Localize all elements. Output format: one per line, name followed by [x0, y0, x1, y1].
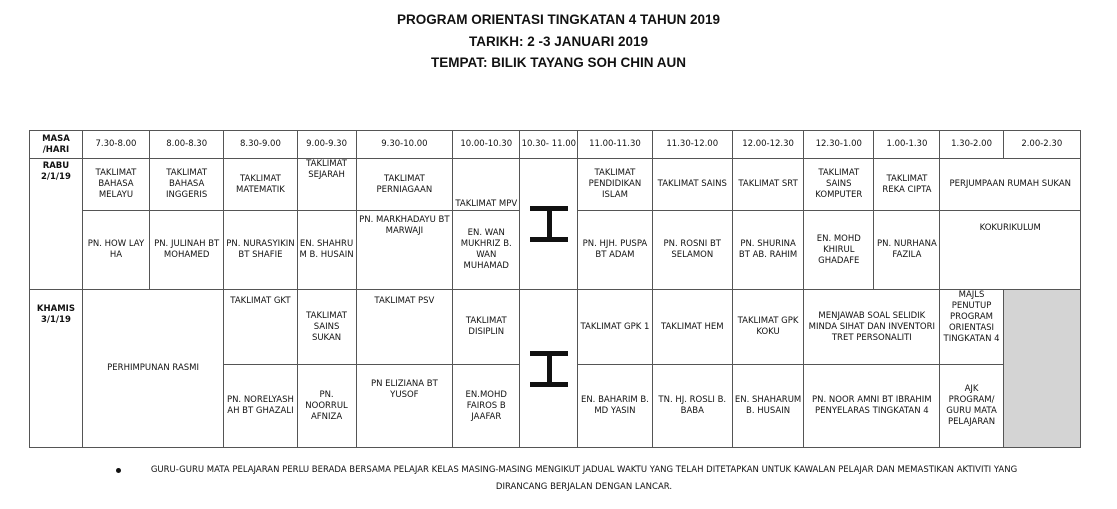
- speaker-cell: PN. NOOR AMNI BT IBRAHIM PENYELARAS TINGKATAN 4: [804, 365, 940, 448]
- header-cell: 12.00-12.30: [732, 131, 803, 159]
- speaker-cell: PN. NURASYIKIN BT SHAFIE: [224, 211, 297, 290]
- header-cell: 9.30-10.00: [356, 131, 453, 159]
- break-cell-rabu: [520, 159, 578, 290]
- session-cell: TAKLIMAT MATEMATIK: [224, 159, 297, 211]
- session-cell: TAKLIMAT PSV: [356, 290, 453, 365]
- session-cell: TAKLIMAT SAINS KOMPUTER: [804, 159, 874, 211]
- speaker-cell: EN. BAHARIM B. MD YASIN: [578, 365, 652, 448]
- speaker-cell: EN. SHAHARUM B. HUSAIN: [732, 365, 803, 448]
- session-cell: TAKLIMAT GKT: [224, 290, 297, 365]
- header-cell: MASA /HARI: [30, 131, 83, 159]
- rabu-session-row: [30, 159, 1081, 211]
- session-cell: TAKLIMAT GPK 1: [578, 290, 652, 365]
- speaker-cell: PN. NURHANA FAZILA: [874, 211, 940, 290]
- session-cell: TAKLIMAT PERNIAGAAN: [356, 159, 453, 211]
- speaker-cell: EN. WAN MUKHRIZ B. WAN MUHAMAD: [453, 211, 520, 290]
- speaker-cell: PN. ROSNI BT SELAMON: [652, 211, 732, 290]
- speaker-cell: AJK PROGRAM/ GURU MATA PELAJARAN: [940, 365, 1003, 448]
- break-marker-icon: [530, 206, 568, 242]
- session-cell: TAKLIMAT SAINS: [652, 159, 732, 211]
- speaker-cell: EN. SHAHRU M B. HUSAIN: [297, 211, 356, 290]
- venue-line: TEMPAT: BILIK TAYANG SOH CHIN AUN: [430, 55, 686, 70]
- date-line: TARIKH: 2 -3 JANUARI 2019: [468, 34, 649, 49]
- session-cell: TAKLIMAT BAHASA INGGERIS: [150, 159, 224, 211]
- speaker-cell: PN. NORELYASH AH BT GHAZALI: [224, 365, 297, 448]
- khamis-session-row: [30, 290, 1081, 365]
- assembly-cell: PERHIMPUNAN RASMI: [82, 290, 223, 448]
- footnote-text: GURU-GURU MATA PELAJARAN PERLU BERADA BERSAMA PELAJAR KELAS MASING-MASING MENGIKUT JADUAL WAKTU YANG TELAH DITETAPKAN UNTUK KAWALAN PELAJAR DAN MEMASTIKAN AKTIVITI YANG DIRANCANG BERJALAN DENGAN LANCAR.: [150, 465, 1018, 492]
- session-cell: TAKLIMAT GPK KOKU: [732, 290, 803, 365]
- empty-grey-cell: [1003, 290, 1080, 448]
- header-cell: 10.30- 11.00: [520, 131, 578, 159]
- break-cell-khamis: [520, 290, 578, 448]
- speaker-cell: KOKURIKULUM: [940, 211, 1081, 290]
- speaker-cell: EN.MOHD FAIROS B JAAFAR: [453, 365, 520, 448]
- header-cell: 12.30-1.00: [804, 131, 874, 159]
- session-cell: TAKLIMAT REKA CIPTA: [874, 159, 940, 211]
- speaker-cell: PN. NOORRUL AFNIZA: [297, 365, 356, 448]
- session-cell: TAKLIMAT MPV: [453, 159, 520, 211]
- schedule-table: [29, 130, 1081, 448]
- speaker-cell: PN. JULINAH BT MOHAMED: [150, 211, 224, 290]
- session-cell: TAKLIMAT DISIPLIN: [453, 290, 520, 365]
- header-cell: 10.00-10.30: [453, 131, 520, 159]
- header-cell: 9.00-9.30: [297, 131, 356, 159]
- session-cell: MENJAWAB SOAL SELIDIK MINDA SIHAT DAN INVENTORI TRET PERSONALITI: [804, 290, 940, 365]
- break-marker-icon: [530, 351, 568, 387]
- header-cell: 8.30-9.00: [224, 131, 297, 159]
- day-label-khamis: KHAMIS 3/1/19: [30, 290, 83, 448]
- speaker-cell: PN. HJH. PUSPA BT ADAM: [578, 211, 652, 290]
- footnote: [116, 462, 1026, 496]
- page-title: PROGRAM ORIENTASI TINGKATAN 4 TAHUN 2019: [396, 12, 721, 27]
- session-cell: TAKLIMAT SEJARAH: [297, 159, 356, 211]
- speaker-cell: PN. HOW LAY HA: [82, 211, 149, 290]
- speaker-cell: TN. HJ. ROSLI B. BABA: [652, 365, 732, 448]
- header-cell: 1.00-1.30: [874, 131, 940, 159]
- session-cell: TAKLIMAT PENDIDIKAN ISLAM: [578, 159, 652, 211]
- day-label-rabu: RABU 2/1/19: [30, 159, 83, 290]
- speaker-cell: PN ELIZIANA BT YUSOF: [356, 365, 453, 448]
- session-cell: TAKLIMAT SAINS SUKAN: [297, 290, 356, 365]
- speaker-cell: PN. MARKHADAYU BT MARWAJI: [356, 211, 453, 290]
- header-cell: 1.30-2.00: [940, 131, 1003, 159]
- speaker-cell: EN. MOHD KHIRUL GHADAFE: [804, 211, 874, 290]
- session-cell: TAKLIMAT SRT: [732, 159, 803, 211]
- bullet-icon: [116, 468, 121, 473]
- header-cell: 11.00-11.30: [578, 131, 652, 159]
- header-cell: 11.30-12.00: [652, 131, 732, 159]
- header-cell: 2.00-2.30: [1003, 131, 1080, 159]
- header-row: [30, 131, 1081, 159]
- header-cell: 8.00-8.30: [150, 131, 224, 159]
- session-cell: PERJUMPAAN RUMAH SUKAN: [940, 159, 1081, 211]
- session-cell: TAKLIMAT BAHASA MELAYU: [82, 159, 149, 211]
- session-cell: TAKLIMAT HEM: [652, 290, 732, 365]
- header-cell: 7.30-8.00: [82, 131, 149, 159]
- speaker-cell: PN. SHURINA BT AB. RAHIM: [732, 211, 803, 290]
- session-cell: MAJLS PENUTUP PROGRAM ORIENTASI TINGKATAN 4: [940, 290, 1003, 365]
